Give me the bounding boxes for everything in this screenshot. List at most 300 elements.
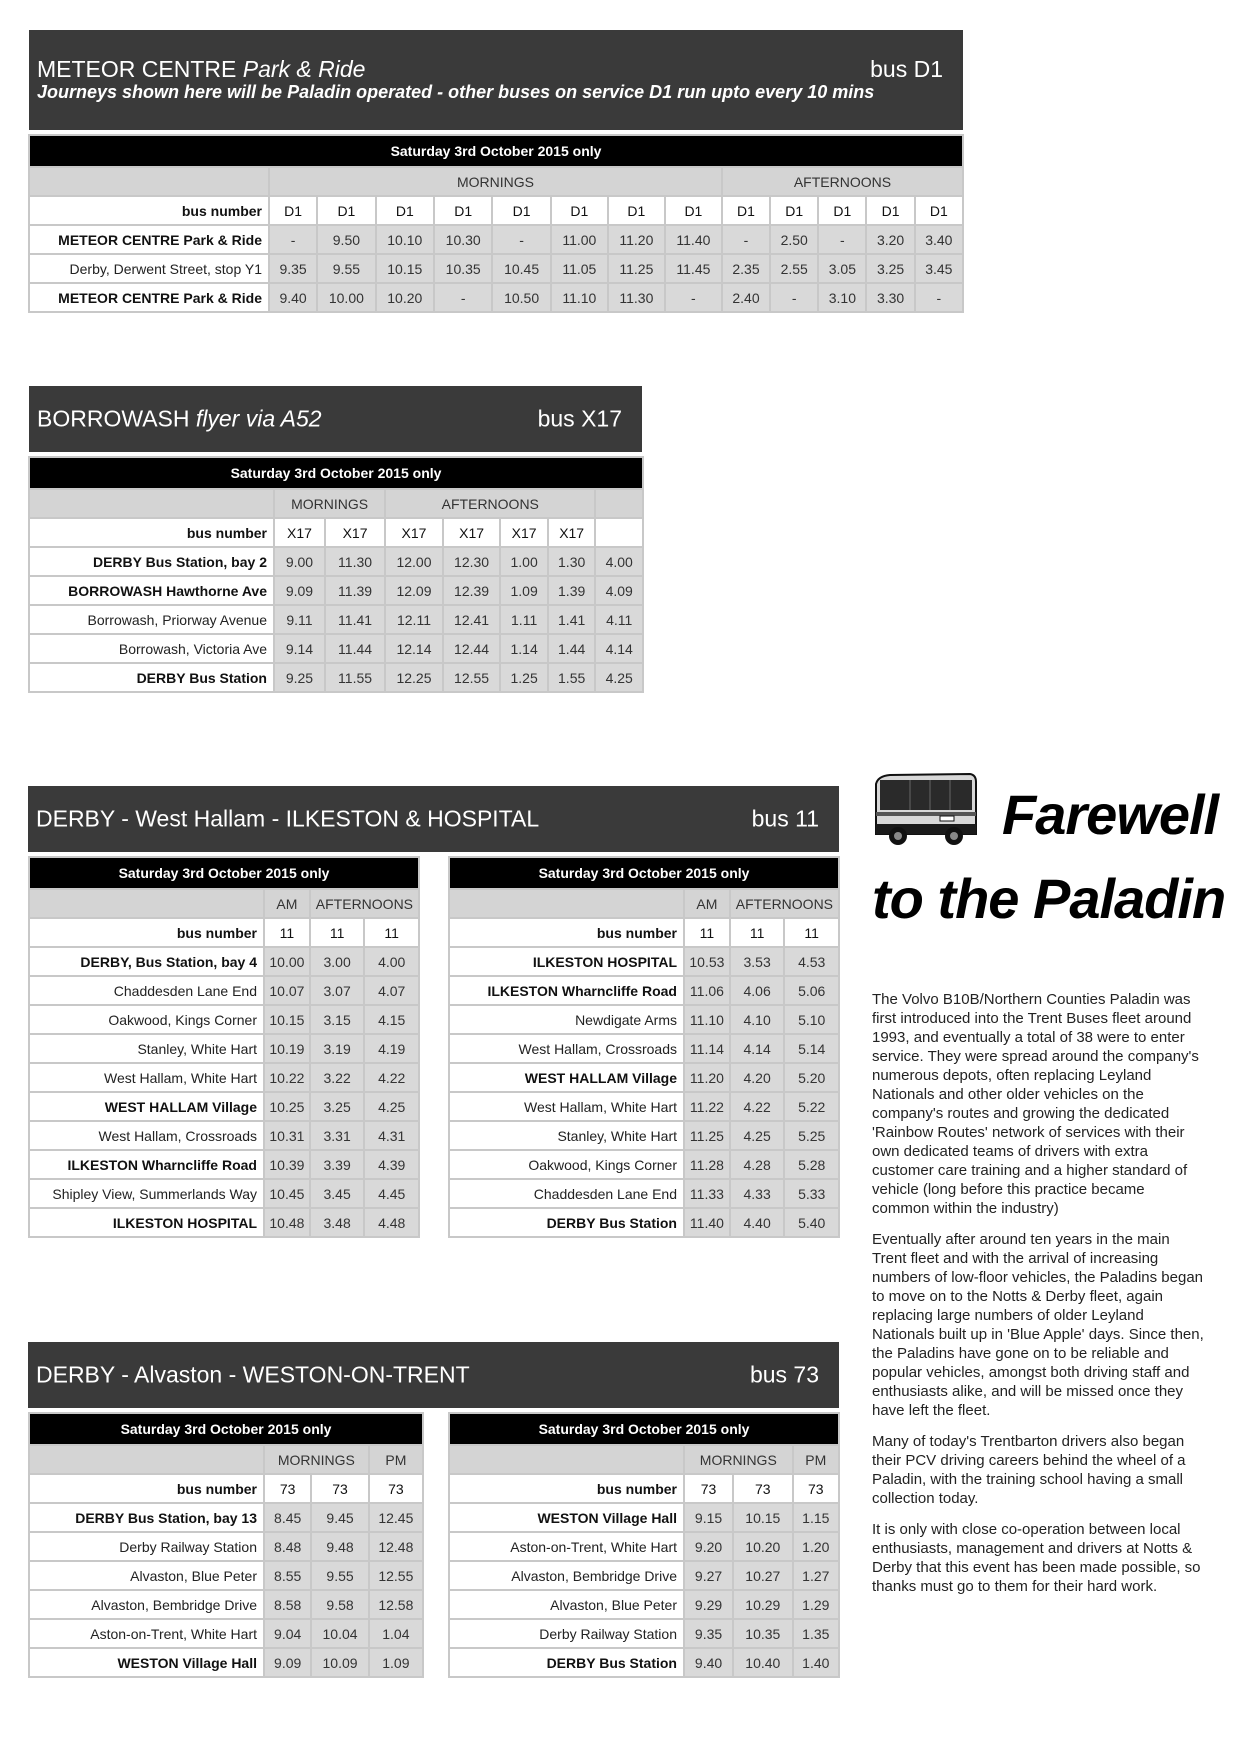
departure-time: 4.00 <box>365 948 418 975</box>
departure-time: 10.50 <box>493 284 549 311</box>
departure-time: 9.40 <box>685 1649 732 1676</box>
departure-time: 11.20 <box>685 1064 729 1091</box>
section-mornings: MORNINGS <box>265 1446 368 1473</box>
section-afternoons: AFTERNOONS <box>311 890 418 917</box>
departure-time: 11.30 <box>326 548 384 575</box>
departure-time: 1.39 <box>549 577 595 604</box>
story-paragraph: It is only with close co-operation between local enthusiasts, management and drivers at Notts & Derby that this event has been made possible, so thanks must go to them for their hard work. <box>872 1521 1201 1595</box>
table-row <box>450 1533 838 1560</box>
departure-time: 1.00 <box>501 548 547 575</box>
bus-number-label: bus number <box>30 919 263 946</box>
bus-number: D1 <box>723 197 769 224</box>
stop-name: WESTON Village Hall <box>30 1649 263 1676</box>
departure-time: 9.45 <box>312 1504 367 1531</box>
departure-time: 8.45 <box>265 1504 310 1531</box>
departure-time: 10.31 <box>265 1122 309 1149</box>
stop-name: WESTON Village Hall <box>450 1504 683 1531</box>
section-mornings: MORNINGS <box>270 168 721 195</box>
departure-time: 2.55 <box>771 255 817 282</box>
departure-time: 4.10 <box>731 1006 784 1033</box>
stop-name: Derby Railway Station <box>30 1533 263 1560</box>
departure-time: 3.53 <box>731 948 784 975</box>
departure-time: 3.25 <box>311 1093 364 1120</box>
departure-time: 1.35 <box>794 1620 838 1647</box>
departure-time: 10.07 <box>265 977 309 1004</box>
departure-time: 3.30 <box>867 284 913 311</box>
departure-time: - <box>666 284 721 311</box>
bus-number: 73 <box>794 1475 838 1502</box>
departure-time: 5.22 <box>785 1093 838 1120</box>
stop-name: ILKESTON Wharncliffe Road <box>450 977 683 1004</box>
table-row <box>450 1504 838 1531</box>
stop-name: DERBY Bus Station, bay 2 <box>30 548 273 575</box>
departure-time: 9.04 <box>265 1620 310 1647</box>
departure-time: 12.48 <box>370 1533 422 1560</box>
departure-time: 3.48 <box>311 1209 364 1236</box>
bus-number: 73 <box>265 1475 310 1502</box>
departure-time: 9.14 <box>275 635 324 662</box>
departure-time: 10.10 <box>377 226 433 253</box>
departure-time: 5.10 <box>785 1006 838 1033</box>
departure-time: 10.22 <box>265 1064 309 1091</box>
departure-time: 9.35 <box>685 1620 732 1647</box>
bus-number: X17 <box>549 519 595 546</box>
departure-time: 9.15 <box>685 1504 732 1531</box>
stop-name: Aston-on-Trent, White Hart <box>450 1533 683 1560</box>
bus-number: D1 <box>270 197 316 224</box>
table-row <box>30 1180 418 1207</box>
departure-time: 1.14 <box>501 635 547 662</box>
bus-number: D1 <box>552 197 607 224</box>
departure-time: 9.35 <box>270 255 316 282</box>
bus-number: 73 <box>312 1475 367 1502</box>
departure-time: 4.25 <box>731 1122 784 1149</box>
departure-time: 3.45 <box>311 1180 364 1207</box>
departure-time: 5.14 <box>785 1035 838 1062</box>
b11-outbound-timetable <box>28 856 420 1238</box>
bus-number: X17 <box>444 519 500 546</box>
b11-banner <box>28 786 839 852</box>
departure-time: 12.11 <box>386 606 442 633</box>
stop-name: DERBY Bus Station, bay 13 <box>30 1504 263 1531</box>
departure-time: 10.39 <box>265 1151 309 1178</box>
departure-time: 1.09 <box>501 577 547 604</box>
departure-time: 10.15 <box>734 1504 792 1531</box>
departure-time: 4.53 <box>785 948 838 975</box>
departure-time: 5.33 <box>785 1180 838 1207</box>
table-row <box>30 606 642 633</box>
departure-time: 10.25 <box>265 1093 309 1120</box>
story-paragraph: The Volvo B10B/Northern Counties Paladin was first introduced into the Trent Buses fleet around 1993, and eventually a total of 38 were to enter service. They were spread around the company's numerous depots, often replacing Leyland Nationals and other older vehicles on the company's routes and growing the dedicated 'Rainbow Routes' network of services with their own dedicated teams of drivers with extra customer care training and a higher standard of vehicle (long before this practice became common within the industry) <box>872 991 1199 1217</box>
table-row <box>450 1180 838 1207</box>
table-row <box>30 1620 422 1647</box>
section-blank <box>30 1446 263 1473</box>
paladin-story <box>872 990 1204 1608</box>
departure-time: 9.50 <box>318 226 374 253</box>
departure-time: 9.09 <box>265 1649 310 1676</box>
departure-time: 12.00 <box>386 548 442 575</box>
section-am: AM <box>265 890 309 917</box>
departure-time: 11.22 <box>685 1093 729 1120</box>
stop-name: Stanley, White Hart <box>450 1122 683 1149</box>
bus-number: 11 <box>785 919 838 946</box>
stop-name: DERBY Bus Station <box>450 1649 683 1676</box>
stop-name: DERBY, Bus Station, bay 4 <box>30 948 263 975</box>
departure-time: 10.30 <box>435 226 491 253</box>
stop-name: Chaddesden Lane End <box>450 1180 683 1207</box>
departure-time: 10.29 <box>734 1591 792 1618</box>
b73-outbound-timetable <box>28 1412 424 1678</box>
b11-title: DERBY - West Hallam - ILKESTON & HOSPITAL <box>36 805 540 832</box>
departure-time: 8.58 <box>265 1591 310 1618</box>
departure-time: 4.09 <box>596 577 642 604</box>
departure-time: 10.20 <box>377 284 433 311</box>
departure-time: 4.28 <box>731 1151 784 1178</box>
stop-name: BORROWASH Hawthorne Ave <box>30 577 273 604</box>
table-row <box>30 1151 418 1178</box>
table-caption: Saturday 3rd October 2015 only <box>30 136 962 166</box>
departure-time: 4.06 <box>731 977 784 1004</box>
table-row <box>30 1533 422 1560</box>
stop-name: Stanley, White Hart <box>30 1035 263 1062</box>
bus-number: 11 <box>685 919 729 946</box>
bus-number: X17 <box>275 519 324 546</box>
departure-time: 4.31 <box>365 1122 418 1149</box>
departure-time: 12.55 <box>370 1562 422 1589</box>
stop-name: Oakwood, Kings Corner <box>450 1151 683 1178</box>
departure-time: 10.45 <box>493 255 549 282</box>
departure-time: 3.25 <box>867 255 913 282</box>
b11-bus-label: bus 11 <box>751 805 819 832</box>
stop-name: West Hallam, White Hart <box>450 1093 683 1120</box>
departure-time: 11.25 <box>685 1122 729 1149</box>
d1-subtitle: Journeys shown here will be Paladin operated - other buses on service D1 run upto every 10 mins <box>37 82 875 102</box>
stop-name: West Hallam, White Hart <box>30 1064 263 1091</box>
section-blank <box>30 168 268 195</box>
section-blank <box>30 890 263 917</box>
departure-time: 4.15 <box>365 1006 418 1033</box>
departure-time: - <box>493 226 549 253</box>
departure-time: 3.07 <box>311 977 364 1004</box>
stop-name: WEST HALLAM Village <box>450 1064 683 1091</box>
departure-time: 12.45 <box>370 1504 422 1531</box>
departure-time: 9.29 <box>685 1591 732 1618</box>
table-caption: Saturday 3rd October 2015 only <box>450 1414 838 1444</box>
departure-time: 3.20 <box>867 226 913 253</box>
departure-time: 12.14 <box>386 635 442 662</box>
b11-inbound-timetable <box>448 856 840 1238</box>
x17-title: BORROWASH flyer via A52 <box>37 405 322 432</box>
section-pm: PM <box>794 1446 838 1473</box>
departure-time: - <box>435 284 491 311</box>
departure-time: 12.55 <box>444 664 500 691</box>
departure-time: 9.20 <box>685 1533 732 1560</box>
bus-number: D1 <box>377 197 433 224</box>
departure-time: 10.15 <box>377 255 433 282</box>
x17-timetable <box>28 456 644 693</box>
departure-time: 5.06 <box>785 977 838 1004</box>
section-mornings: MORNINGS <box>275 490 384 517</box>
bus-photo-icon <box>870 770 980 852</box>
stop-name: WEST HALLAM Village <box>30 1093 263 1120</box>
departure-time: 3.19 <box>311 1035 364 1062</box>
departure-time: 12.30 <box>444 548 500 575</box>
table-caption: Saturday 3rd October 2015 only <box>30 458 642 488</box>
table-row <box>30 1209 418 1236</box>
departure-time: 10.35 <box>734 1620 792 1647</box>
stop-name: Borrowash, Victoria Ave <box>30 635 273 662</box>
departure-time: 5.40 <box>785 1209 838 1236</box>
table-row <box>30 1591 422 1618</box>
departure-time: 11.10 <box>685 1006 729 1033</box>
table-row <box>30 284 962 311</box>
bus-number: D1 <box>318 197 374 224</box>
departure-time: 1.55 <box>549 664 595 691</box>
departure-time: 11.00 <box>552 226 607 253</box>
stop-name: Alvaston, Blue Peter <box>30 1562 263 1589</box>
departure-time: 10.04 <box>312 1620 367 1647</box>
departure-time: 11.44 <box>326 635 384 662</box>
departure-time: 10.19 <box>265 1035 309 1062</box>
bus-number: 11 <box>365 919 418 946</box>
departure-time: 10.48 <box>265 1209 309 1236</box>
departure-time: 12.41 <box>444 606 500 633</box>
departure-time: - <box>771 284 817 311</box>
section-afternoons: AFTERNOONS <box>731 890 838 917</box>
table-row <box>30 577 642 604</box>
farewell-line2: to the Paladin <box>872 867 1226 930</box>
section-blank <box>450 1446 683 1473</box>
bus-number: 73 <box>370 1475 422 1502</box>
departure-time: 11.28 <box>685 1151 729 1178</box>
departure-time: - <box>916 284 962 311</box>
table-row <box>30 255 962 282</box>
bus-number-label: bus number <box>30 197 268 224</box>
departure-time: 4.00 <box>596 548 642 575</box>
stop-name: ILKESTON HOSPITAL <box>450 948 683 975</box>
bus-number: 73 <box>734 1475 792 1502</box>
departure-time: 10.00 <box>318 284 374 311</box>
departure-time: 9.58 <box>312 1591 367 1618</box>
departure-time: 9.09 <box>275 577 324 604</box>
departure-time: 2.50 <box>771 226 817 253</box>
stop-name: Oakwood, Kings Corner <box>30 1006 263 1033</box>
bus-number: X17 <box>326 519 384 546</box>
departure-time: 11.40 <box>666 226 721 253</box>
departure-time: 2.40 <box>723 284 769 311</box>
table-row <box>30 1122 418 1149</box>
departure-time: 4.22 <box>365 1064 418 1091</box>
departure-time: 10.35 <box>435 255 491 282</box>
departure-time: 3.40 <box>916 226 962 253</box>
departure-time: 4.20 <box>731 1064 784 1091</box>
departure-time: 11.05 <box>552 255 607 282</box>
story-paragraph: Many of today's Trentbarton drivers also began their PCV driving careers behind the wheel of a Paladin, with the training school having a small collection today. <box>872 1433 1186 1507</box>
departure-time: 10.15 <box>265 1006 309 1033</box>
d1-timetable <box>28 134 964 313</box>
departure-time: 9.25 <box>275 664 324 691</box>
departure-time: 3.00 <box>311 948 364 975</box>
departure-time: 5.28 <box>785 1151 838 1178</box>
departure-time: 4.48 <box>365 1209 418 1236</box>
table-row <box>450 1006 838 1033</box>
departure-time: 5.20 <box>785 1064 838 1091</box>
stop-name: Alvaston, Blue Peter <box>450 1591 683 1618</box>
departure-time: 3.05 <box>819 255 865 282</box>
departure-time: 12.25 <box>386 664 442 691</box>
table-row <box>30 1649 422 1676</box>
departure-time: - <box>819 226 865 253</box>
stop-name: METEOR CENTRE Park & Ride <box>30 226 268 253</box>
departure-time: 1.09 <box>370 1649 422 1676</box>
stop-name: DERBY Bus Station <box>450 1209 683 1236</box>
table-row <box>450 948 838 975</box>
stop-name: West Hallam, Crossroads <box>450 1035 683 1062</box>
bus-number <box>596 519 642 546</box>
departure-time: 1.30 <box>549 548 595 575</box>
bus-number: D1 <box>666 197 721 224</box>
departure-time: 12.58 <box>370 1591 422 1618</box>
table-row <box>450 1064 838 1091</box>
departure-time: 9.48 <box>312 1533 367 1560</box>
table-caption: Saturday 3rd October 2015 only <box>30 858 418 888</box>
bus-number: 11 <box>311 919 364 946</box>
d1-title: METEOR CENTRE Park & Ride <box>37 56 366 82</box>
b73-title: DERBY - Alvaston - WESTON-ON-TRENT <box>36 1361 470 1388</box>
story-paragraph: Eventually after around ten years in the main Trent fleet and with the arrival of increasing numbers of low-floor vehicles, the Paladins began to move on to the Notts & Derby fleet, again replacing large numbers of older Leyland Nationals built up in 'Blue Apple' days. Since then, the Paladins have gone on to be reliable and popular vehicles, amongst both driving staff and enthusiasts alike, and will be missed once they have left the fleet. <box>872 1231 1204 1419</box>
stop-name: METEOR CENTRE Park & Ride <box>30 284 268 311</box>
departure-time: 4.14 <box>731 1035 784 1062</box>
section-afternoons: AFTERNOONS <box>386 490 594 517</box>
departure-time: 1.41 <box>549 606 595 633</box>
table-row <box>30 226 962 253</box>
departure-time: 9.55 <box>312 1562 367 1589</box>
table-row <box>450 1649 838 1676</box>
bus-number-label: bus number <box>30 519 273 546</box>
departure-time: 11.25 <box>609 255 664 282</box>
departure-time: 11.39 <box>326 577 384 604</box>
departure-time: 3.45 <box>916 255 962 282</box>
departure-time: 9.55 <box>318 255 374 282</box>
table-row <box>30 1504 422 1531</box>
departure-time: 9.11 <box>275 606 324 633</box>
table-row <box>30 1035 418 1062</box>
departure-time: 12.44 <box>444 635 500 662</box>
departure-time: 12.39 <box>444 577 500 604</box>
stop-name: Alvaston, Bembridge Drive <box>30 1591 263 1618</box>
table-row <box>30 664 642 691</box>
x17-bus-label: bus X17 <box>537 405 622 432</box>
bus-number-label: bus number <box>30 1475 263 1502</box>
section-blank <box>30 490 273 517</box>
departure-time: 4.39 <box>365 1151 418 1178</box>
stop-name: Chaddesden Lane End <box>30 977 263 1004</box>
departure-time: 1.25 <box>501 664 547 691</box>
departure-time: 11.41 <box>326 606 384 633</box>
departure-time: 1.11 <box>501 606 547 633</box>
departure-time: 11.40 <box>685 1209 729 1236</box>
table-row <box>30 548 642 575</box>
departure-time: 10.00 <box>265 948 309 975</box>
departure-time: 10.45 <box>265 1180 309 1207</box>
stop-name: Derby Railway Station <box>450 1620 683 1647</box>
departure-time: 10.09 <box>312 1649 367 1676</box>
bus-number: 11 <box>265 919 309 946</box>
departure-time: 11.30 <box>609 284 664 311</box>
departure-time: 10.53 <box>685 948 729 975</box>
d1-banner <box>29 30 963 130</box>
table-row <box>450 1591 838 1618</box>
bus-number: 11 <box>731 919 784 946</box>
departure-time: 11.45 <box>666 255 721 282</box>
table-caption: Saturday 3rd October 2015 only <box>450 858 838 888</box>
departure-time: 1.15 <box>794 1504 838 1531</box>
departure-time: 1.20 <box>794 1533 838 1560</box>
stop-name: Borrowash, Priorway Avenue <box>30 606 273 633</box>
section-mornings: MORNINGS <box>685 1446 792 1473</box>
stop-name: DERBY Bus Station <box>30 664 273 691</box>
table-row <box>30 635 642 662</box>
stop-name: Derby, Derwent Street, stop Y1 <box>30 255 268 282</box>
departure-time: 4.22 <box>731 1093 784 1120</box>
stop-name: West Hallam, Crossroads <box>30 1122 263 1149</box>
bus-number: D1 <box>867 197 913 224</box>
stop-name: ILKESTON HOSPITAL <box>30 1209 263 1236</box>
departure-time: 3.22 <box>311 1064 364 1091</box>
stop-name: Shipley View, Summerlands Way <box>30 1180 263 1207</box>
table-row <box>30 977 418 1004</box>
table-row <box>30 1093 418 1120</box>
table-row <box>450 1562 838 1589</box>
table-row <box>450 1093 838 1120</box>
departure-time: 5.25 <box>785 1122 838 1149</box>
departure-time: 4.19 <box>365 1035 418 1062</box>
departure-time: 4.33 <box>731 1180 784 1207</box>
b73-bus-label: bus 73 <box>749 1361 819 1388</box>
bus-number: D1 <box>435 197 491 224</box>
bus-number: D1 <box>916 197 962 224</box>
departure-time: 9.40 <box>270 284 316 311</box>
departure-time: 3.39 <box>311 1151 364 1178</box>
departure-time: 3.10 <box>819 284 865 311</box>
section-am: AM <box>685 890 729 917</box>
departure-time: 10.40 <box>734 1649 792 1676</box>
section-blank <box>596 490 642 517</box>
departure-time: 4.11 <box>596 606 642 633</box>
departure-time: 10.27 <box>734 1562 792 1589</box>
departure-time: - <box>723 226 769 253</box>
departure-time: 11.10 <box>552 284 607 311</box>
departure-time: 1.27 <box>794 1562 838 1589</box>
section-blank <box>450 890 683 917</box>
departure-time: 9.27 <box>685 1562 732 1589</box>
stop-name: Aston-on-Trent, White Hart <box>30 1620 263 1647</box>
bus-number: D1 <box>609 197 664 224</box>
b73-banner <box>28 1342 839 1408</box>
departure-time: 11.06 <box>685 977 729 1004</box>
farewell-line1: Farewell <box>1002 783 1219 846</box>
bus-number: D1 <box>819 197 865 224</box>
bus-number: X17 <box>501 519 547 546</box>
table-row <box>450 1620 838 1647</box>
table-row <box>450 1122 838 1149</box>
departure-time: 11.33 <box>685 1180 729 1207</box>
section-pm: PM <box>370 1446 422 1473</box>
departure-time: 4.45 <box>365 1180 418 1207</box>
departure-time: 4.25 <box>596 664 642 691</box>
table-row <box>450 1151 838 1178</box>
b73-inbound-timetable <box>448 1412 840 1678</box>
